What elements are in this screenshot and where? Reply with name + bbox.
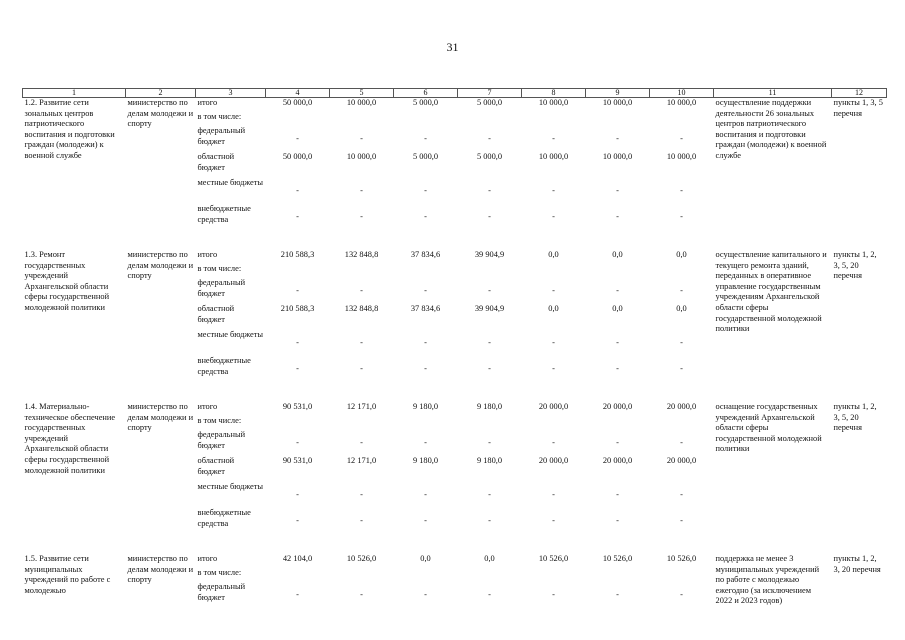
column-header: 4 [266,89,330,98]
value-cell: - [680,133,683,143]
value-cell: 20 000,0 [538,402,569,411]
source-label: в том числе: [197,568,242,577]
value-cell: 0,0 [612,250,623,259]
value-cell: 10 526,0 [666,554,697,563]
value-cell: - [360,489,363,499]
source-label: местные бюджеты [197,178,264,187]
value-cell: - [616,337,619,347]
value-cell: - [680,489,683,499]
value-cell: - [488,285,491,295]
value-cell: 9 180,0 [476,456,503,465]
value-cell: - [424,133,427,143]
value-cell: 210 588,3 [280,304,315,313]
value-cell: 0,0 [676,304,687,313]
value-cell: - [616,285,619,295]
value-cell: - [424,437,427,447]
value-cell: 20 000,0 [602,402,633,411]
value-cell: - [424,489,427,499]
value-cell: - [616,211,619,221]
executor: министерство по делам молодежи и спорту [127,554,194,585]
source-label: итого [197,250,218,259]
column-header: 11 [714,89,832,98]
source-label: местные бюджеты [197,330,264,339]
value-cell: 9 180,0 [476,402,503,411]
value-cell: - [488,489,491,499]
value-cell: 132 848,8 [344,304,379,313]
linked-indicators: пункты 1, 2, 3, 5, 20 перечня [833,402,877,433]
value-cell: - [616,133,619,143]
measure-block [23,402,887,554]
value-cell [458,112,522,126]
value-cell: - [680,337,683,347]
value-cell: - [424,589,427,599]
value-cell: 0,0 [548,250,559,259]
value-cell: - [680,437,683,447]
value-cell: 132 848,8 [344,250,379,259]
source-label: местные бюджеты [197,482,264,491]
source-label: итого [197,98,218,107]
value-cell: - [680,363,683,373]
value-cell: 10 526,0 [346,554,377,563]
source-label: внебюджетные средства [197,204,251,224]
page-number: 31 [446,40,459,54]
value-cell: - [296,133,299,143]
table-row [23,250,887,264]
column-header: 9 [586,89,650,98]
value-cell: 10 000,0 [346,98,377,107]
value-cell: 10 000,0 [666,98,697,107]
column-header: 3 [196,89,266,98]
source-label: федеральный бюджет [197,278,246,298]
value-cell: - [552,337,555,347]
value-cell: 10 000,0 [538,152,569,161]
value-cell [330,264,394,278]
value-cell [266,264,330,278]
value-cell: - [616,589,619,599]
value-cell [394,112,458,126]
source-label: областной бюджет [197,152,235,172]
table-row [23,98,887,113]
value-cell: - [616,185,619,195]
value-cell: - [616,437,619,447]
value-cell [330,112,394,126]
value-cell: 10 000,0 [666,152,697,161]
value-cell: 10 000,0 [538,98,569,107]
source-label: внебюджетные средства [197,356,251,376]
value-cell: - [296,589,299,599]
value-cell: - [552,489,555,499]
value-cell: 12 171,0 [346,456,377,465]
value-cell: 20 000,0 [538,456,569,465]
value-cell: 20 000,0 [666,456,697,465]
source-label: федеральный бюджет [197,582,246,602]
value-cell [522,416,586,430]
value-cell: - [360,437,363,447]
value-cell: 20 000,0 [602,456,633,465]
expected-result: осуществление капитального и текущего ремонта зданий, переданных в оперативное управление государственным учреждениям Архангельской области сферы государственной молодежной политики [715,250,827,334]
value-cell: 0,0 [484,554,495,563]
source-label: в том числе: [197,264,242,273]
value-cell: 90 531,0 [282,402,313,411]
value-cell: - [680,211,683,221]
value-cell [522,264,586,278]
value-cell: - [552,211,555,221]
column-header: 6 [394,89,458,98]
value-cell [266,416,330,430]
value-cell: - [680,285,683,295]
value-cell [650,416,714,430]
expected-result: поддержка не менее 3 муниципальных учреждений по работе с молодежью ежегодно (за исключением 2022 и 2023 годов) [715,554,820,606]
value-cell: - [360,337,363,347]
column-header: 5 [330,89,394,98]
value-cell: - [360,285,363,295]
measure-name: 1.2. Развитие сети зональных центров патриотического воспитания и подготовки граждан (молодежи) к военной службе [24,98,115,160]
value-cell: 39 904,9 [474,304,505,313]
source-label: областной бюджет [197,304,235,324]
value-cell [586,264,650,278]
source-label: федеральный бюджет [197,430,246,450]
value-cell [650,112,714,126]
value-cell: - [488,133,491,143]
measure-block [23,554,887,608]
value-cell: 5 000,0 [412,152,439,161]
value-cell: 5 000,0 [476,152,503,161]
value-cell: - [360,589,363,599]
value-cell: 210 588,3 [280,250,315,259]
value-cell: - [296,489,299,499]
executor: министерство по делам молодежи и спорту [127,402,194,433]
value-cell [586,416,650,430]
value-cell [458,416,522,430]
value-cell: - [424,363,427,373]
value-cell: - [616,363,619,373]
value-cell: - [360,133,363,143]
value-cell [330,568,394,582]
measure-name: 1.4. Материально-техническое обеспечение государственных учреждений Архангельской области сферы государственной молодежной политики [24,402,116,475]
value-cell: - [296,363,299,373]
value-cell: - [616,515,619,525]
linked-indicators: пункты 1, 2, 3, 20 перечня [833,554,881,574]
value-cell [394,416,458,430]
value-cell [394,264,458,278]
value-cell [586,568,650,582]
table-row [23,554,887,568]
value-cell: 10 526,0 [538,554,569,563]
value-cell [458,568,522,582]
value-cell: 90 531,0 [282,456,313,465]
value-cell: - [360,515,363,525]
value-cell [586,112,650,126]
value-cell: - [552,133,555,143]
value-cell [266,112,330,126]
value-cell: 5 000,0 [476,98,503,107]
column-header: 7 [458,89,522,98]
executor: министерство по делам молодежи и спорту [127,98,194,129]
value-cell: - [424,185,427,195]
value-cell: - [296,211,299,221]
column-header: 1 [23,89,126,98]
measure-name: 1.3. Ремонт государственных учреждений Архангельской области сферы государственной молодежной политики [24,250,110,312]
value-cell: - [424,211,427,221]
column-number-row [23,89,887,98]
value-cell: - [424,515,427,525]
value-cell: - [488,437,491,447]
value-cell: 10 526,0 [602,554,633,563]
value-cell: 10 000,0 [346,152,377,161]
expected-result: осуществление поддержки деятельности 26 зональных центров патриотического воспитания и подготовки граждан (молодежи) к военной службе [715,98,827,160]
value-cell [650,568,714,582]
value-cell: - [488,337,491,347]
value-cell [522,112,586,126]
value-cell: 12 171,0 [346,402,377,411]
value-cell [650,264,714,278]
executor: министерство по делам молодежи и спорту [127,250,194,281]
value-cell [522,568,586,582]
source-label: в том числе: [197,416,242,425]
value-cell: - [552,185,555,195]
value-cell: - [296,515,299,525]
value-cell: - [296,437,299,447]
value-cell: 9 180,0 [412,402,439,411]
source-label: итого [197,402,218,411]
value-cell: - [552,285,555,295]
value-cell: 0,0 [420,554,431,563]
value-cell: 37 834,6 [410,250,441,259]
value-cell: - [552,363,555,373]
value-cell: - [552,515,555,525]
source-label: федеральный бюджет [197,126,246,146]
value-cell: - [296,337,299,347]
value-cell: 0,0 [676,250,687,259]
value-cell: - [616,489,619,499]
measure-block [23,250,887,402]
value-cell: 0,0 [548,304,559,313]
value-cell [266,568,330,582]
linked-indicators: пункты 1, 3, 5 перечня [833,98,883,118]
value-cell: - [552,437,555,447]
value-cell: - [424,337,427,347]
value-cell: 50 000,0 [282,152,313,161]
value-cell [458,264,522,278]
value-cell: - [488,185,491,195]
measure-name: 1.5. Развитие сети муниципальных учреждений по работе с молодежью [24,554,111,595]
value-cell [394,568,458,582]
value-cell: - [680,515,683,525]
value-cell: - [424,285,427,295]
value-cell: 39 904,9 [474,250,505,259]
value-cell: - [360,185,363,195]
value-cell: - [488,589,491,599]
value-cell: - [552,589,555,599]
table-row [23,402,887,416]
source-label: областной бюджет [197,456,235,476]
value-cell: - [296,285,299,295]
source-label: внебюджетные средства [197,508,251,528]
block-spacer [23,534,887,554]
value-cell: - [360,211,363,221]
value-cell: 5 000,0 [412,98,439,107]
column-header: 2 [126,89,196,98]
source-label: итого [197,554,218,563]
value-cell: 37 834,6 [410,304,441,313]
value-cell: - [488,515,491,525]
value-cell: 50 000,0 [282,98,313,107]
column-header: 10 [650,89,714,98]
value-cell: 0,0 [612,304,623,313]
value-cell: - [488,211,491,221]
source-label: в том числе: [197,112,242,121]
value-cell: - [680,185,683,195]
value-cell: 10 000,0 [602,152,633,161]
column-header: 8 [522,89,586,98]
value-cell: 20 000,0 [666,402,697,411]
block-spacer [23,230,887,250]
column-header: 12 [832,89,887,98]
expected-result: оснащение государственных учреждений Архангельской области сферы государственной молодежной политики [715,402,822,454]
value-cell [330,416,394,430]
value-cell: 42 104,0 [282,554,313,563]
block-spacer [23,382,887,402]
program-table [22,88,887,608]
value-cell: - [296,185,299,195]
measure-block [23,98,887,251]
value-cell: - [360,363,363,373]
value-cell: - [680,589,683,599]
value-cell: 9 180,0 [412,456,439,465]
linked-indicators: пункты 1, 2, 3, 5, 20 перечня [833,250,877,281]
value-cell: 10 000,0 [602,98,633,107]
value-cell: - [488,363,491,373]
